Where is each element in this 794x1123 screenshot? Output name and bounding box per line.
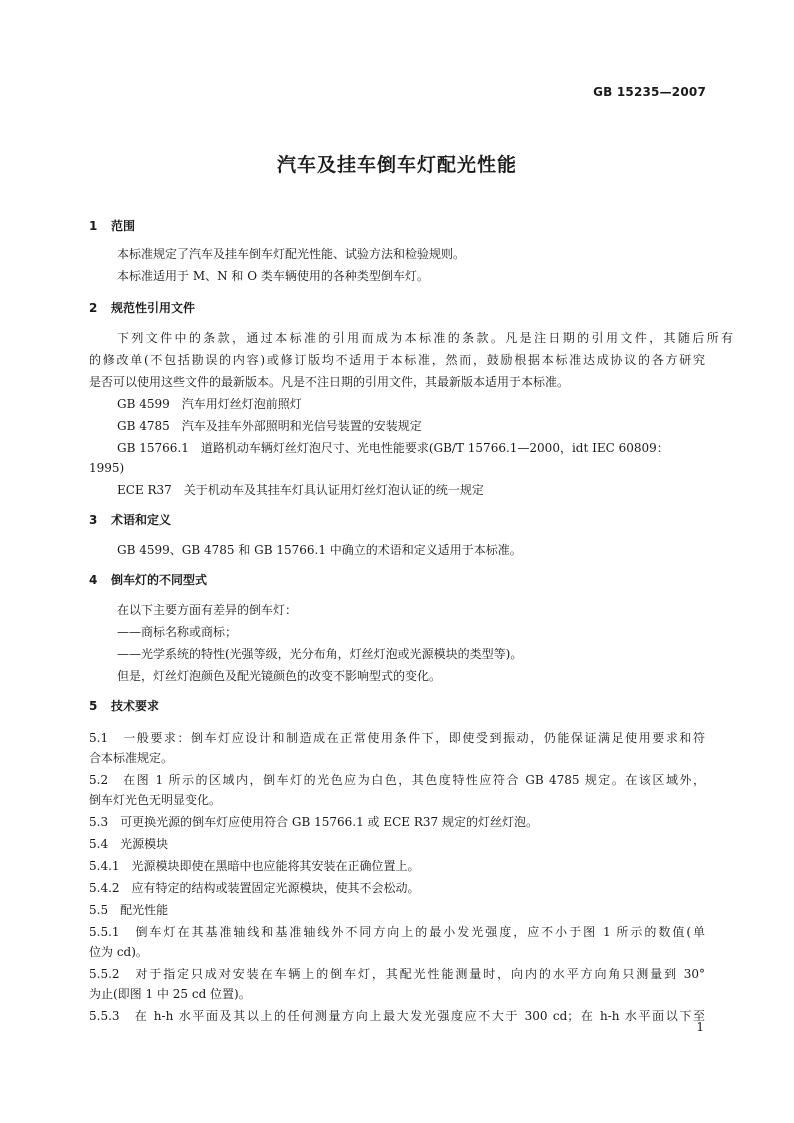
reference-item: GB 4599 汽车用灯丝灯泡前照灯 [117,397,302,411]
clause-line: 倒车灯光色无明显变化。 [89,793,222,807]
paragraph: 本标准规定了汽车及挂车倒车灯配光性能、试验方法和检验规则。 [117,247,466,261]
dash-item: ——光学系统的特性(光强等级，光分布角，灯丝灯泡或光源模块的类型等)。 [117,647,523,661]
paragraph: 本标准适用于 M、N 和 O 类车辆使用的各种类型倒车灯。 [117,269,429,283]
clause-line: 5.4 光源模块 [89,837,169,851]
reference-item: GB 4785 汽车及挂车外部照明和光信号装置的安装规定 [117,419,422,433]
section-title: 倒车灯的不同型式 [111,573,208,587]
clause-line: 为止(即图 1 中 25 cd 位置)。 [89,987,251,1001]
section-number: 1 [89,219,98,233]
paragraph-line: 下列文件中的条款，通过本标准的引用而成为本标准的条款。凡是注日期的引用文件，其随后所有 [117,331,733,345]
paragraph: GB 4599、GB 4785 和 GB 15766.1 中确立的术语和定义适用于本标准。 [117,543,522,557]
section-number: 2 [89,301,98,315]
standard-number: GB 15235—2007 [593,85,706,99]
clause-line: 位为 cd)。 [89,945,148,959]
section-3-heading [89,510,705,530]
page-number: 1 [696,1020,704,1034]
section-title: 范围 [111,219,136,233]
reference-item: GB 15766.1 道路机动车辆灯丝灯泡尺寸、光电性能要求(GB/T 15766.1—2000，idt IEC 60809： [117,441,669,455]
clause-line: 5.1 一般要求：倒车灯应设计和制造成在正常使用条件下，即使受到振动，仍能保证满足使用要求和符 [89,731,705,745]
clause-line: 合本标准规定。 [89,751,174,765]
paragraph: 在以下主要方面有差异的倒车灯： [117,603,298,617]
section-title: 技术要求 [111,699,160,713]
dash-item: ——商标名称或商标； [117,625,238,639]
section-number: 5 [89,699,98,713]
clause-line: 5.5.2 对于指定只成对安装在车辆上的倒车灯，其配光性能测量时，向内的水平方向角只测量到 30° [89,967,705,981]
section-4-heading [89,570,705,590]
section-2-heading [89,298,705,318]
section-1-heading [89,216,705,236]
clause-line: 5.5 配光性能 [89,903,169,917]
clause-line: 5.2 在图 1 所示的区域内，倒车灯的光色应为白色，其色度特性应符合 GB 4785 规定。在该区域外， [89,773,705,787]
document-title: 汽车及挂车倒车灯配光性能 [276,154,517,176]
paragraph-line: 是否可以使用这些文件的最新版本。凡是不注日期的引用文件，其最新版本适用于本标准。 [89,375,570,389]
section-title: 术语和定义 [111,513,172,527]
section-number: 3 [89,513,98,527]
clause-line: 5.5.1 倒车灯在其基准轴线和基准轴线外不同方向上的最小发光强度，应不小于图 1 所示的数值(单 [89,925,705,939]
section-5-heading [89,696,705,716]
reference-item: ECE R37 关于机动车及其挂车灯具认证用灯丝灯泡认证的统一规定 [117,483,484,497]
clause-line: 5.4.1 光源模块即使在黑暗中也应能将其安装在正确位置上。 [89,859,420,873]
section-title: 规范性引用文件 [111,301,196,315]
reference-item-cont: 1995) [89,461,125,475]
paragraph: 但是，灯丝灯泡颜色及配光镜颜色的改变不影响型式的变化。 [117,669,442,683]
clause-line: 5.5.3 在 h-h 水平面及其以上的任何测量方向上最大发光强度应不大于 300 cd；在 h-h 水平面以下至 [89,1009,705,1023]
clause-line: 5.3 可更换光源的倒车灯应使用符合 GB 15766.1 或 ECE R37 规定的灯丝灯泡。 [89,815,539,829]
clause-line: 5.4.2 应有特定的结构或装置固定光源模块，使其不会松动。 [89,881,420,895]
paragraph-line: 的修改单(不包括勘误的内容)或修订版均不适用于本标准，然而，鼓励根据本标准达成协议的各方研究 [89,353,705,367]
section-number: 4 [89,573,98,587]
